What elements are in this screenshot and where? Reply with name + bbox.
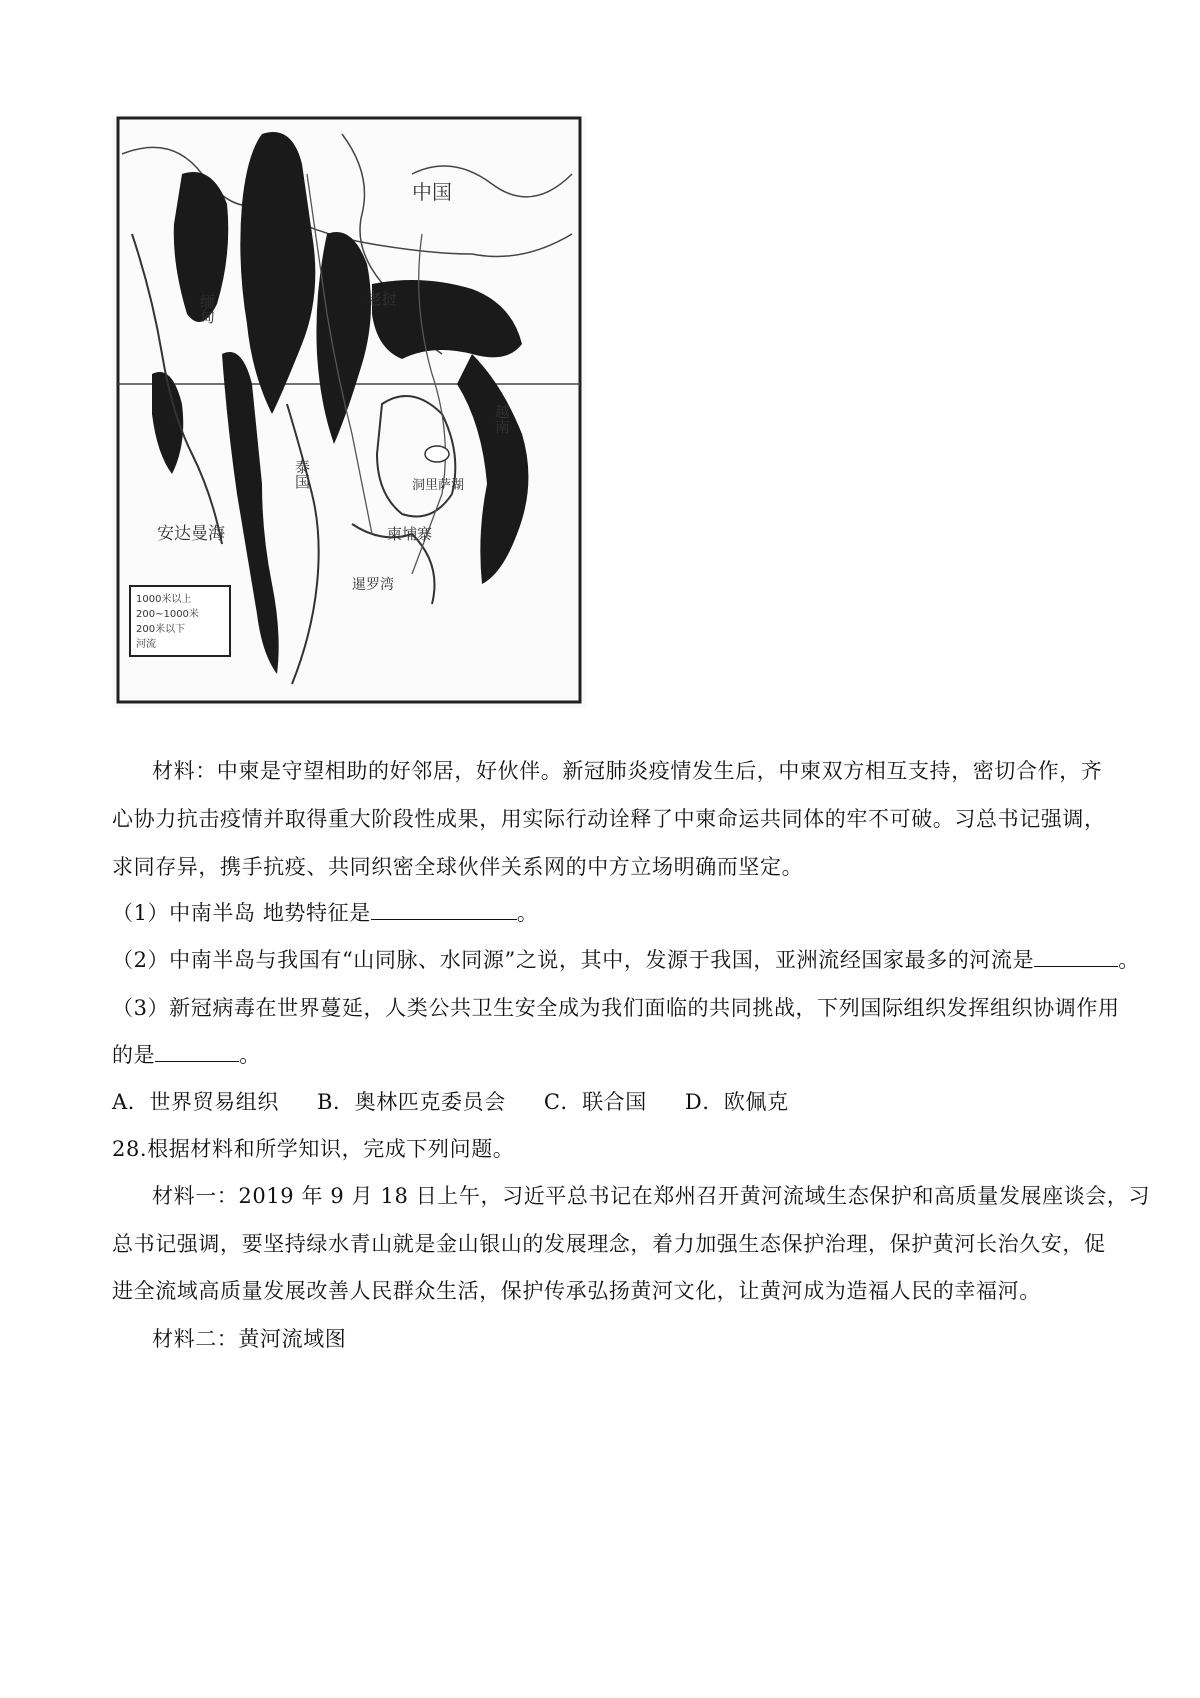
map-label-cambodia: 柬埔寨: [387, 525, 433, 543]
legend-item: 200米以下: [136, 624, 186, 635]
question-2: [112, 945, 1140, 975]
question-1: [112, 898, 1102, 928]
map-drawing: [112, 114, 586, 708]
map-label-gulf: 暹罗湾: [352, 577, 394, 593]
q28-material-1-line-3: 进全流域高质量发展改善人民群众生活，保护传承弘扬黄河文化，让黄河成为造福人民的幸福河。: [112, 1279, 1041, 1303]
option-c[interactable]: C．联合国: [543, 1090, 647, 1114]
map-label-lake: 洞里萨湖: [412, 478, 465, 493]
option-a[interactable]: A．世界贸易组织: [112, 1090, 279, 1114]
material-line-3: 求同存异，携手抗疫、共同织密全球伙伴关系网的中方立场明确而坚定。: [112, 855, 804, 879]
answer-blank-2[interactable]: [1034, 946, 1118, 967]
indochina-map: [112, 114, 586, 708]
legend-item: 1000米以上: [136, 594, 192, 605]
map-label-andaman-sea: 安达曼海: [157, 524, 225, 544]
q28-material-1-line-1: 材料一：2019 年 9 月 18 日上午，习近平总书记在郑州召开黄河流域生态保护和高质量发展座谈会，习: [152, 1184, 1151, 1208]
question-28-heading: 28.根据材料和所学知识，完成下列问题。: [112, 1137, 515, 1161]
material-line-2: 心协力抗击疫情并取得重大阶段性成果，用实际行动诠释了中柬命运共同体的牢不可破。习总书记强调，: [112, 807, 1106, 831]
map-label-laos: 老挝: [367, 290, 398, 308]
q28-material-2: 材料二：黄河流域图: [152, 1327, 347, 1351]
legend-item: 河流: [136, 639, 156, 650]
question-1-text: （1）中南半岛 地势特征是: [112, 901, 371, 925]
map-label-vietnam: 越南: [493, 404, 511, 434]
answer-blank-1[interactable]: [371, 899, 517, 920]
question-3-line-1: （3）新冠病毒在世界蔓延，人类公共卫生安全成为我们面临的共同挑战，下列国际组织发挥组织协调作用: [112, 996, 1120, 1020]
answer-blank-3[interactable]: [155, 1041, 239, 1062]
option-b[interactable]: B．奥林匹克委员会: [316, 1090, 506, 1114]
map-label-china: 中国: [412, 180, 452, 204]
question-2-text: （2）中南半岛与我国有“山同脉、水同源”之说，其中，发源于我国，亚洲流经国家最多的河流是: [112, 948, 1035, 972]
question-3-text: 的是: [112, 1043, 156, 1067]
question-1-end: 。: [516, 901, 539, 925]
option-d[interactable]: D．欧佩克: [684, 1090, 789, 1114]
question-2-end: 。: [1118, 948, 1140, 972]
map-label-thailand: 泰国: [293, 459, 311, 489]
question-3-end: 。: [239, 1043, 261, 1067]
legend-item: 200~1000米: [136, 609, 199, 620]
question-3-line-2: [112, 1040, 1102, 1070]
material-line-1: 材料：中柬是守望相助的好邻居，好伙伴。新冠肺炎疫情发生后，中柬双方相互支持，密切合作，齐: [152, 759, 1103, 783]
q28-material-1-line-2: 总书记强调，要坚持绿水青山就是金山银山的发展理念，着力加强生态保护治理，保护黄河长治久安，促: [112, 1232, 1106, 1256]
map-legend: [130, 586, 230, 656]
options-row: [112, 1087, 1102, 1117]
map-label-myanmar: 缅甸: [198, 294, 216, 324]
